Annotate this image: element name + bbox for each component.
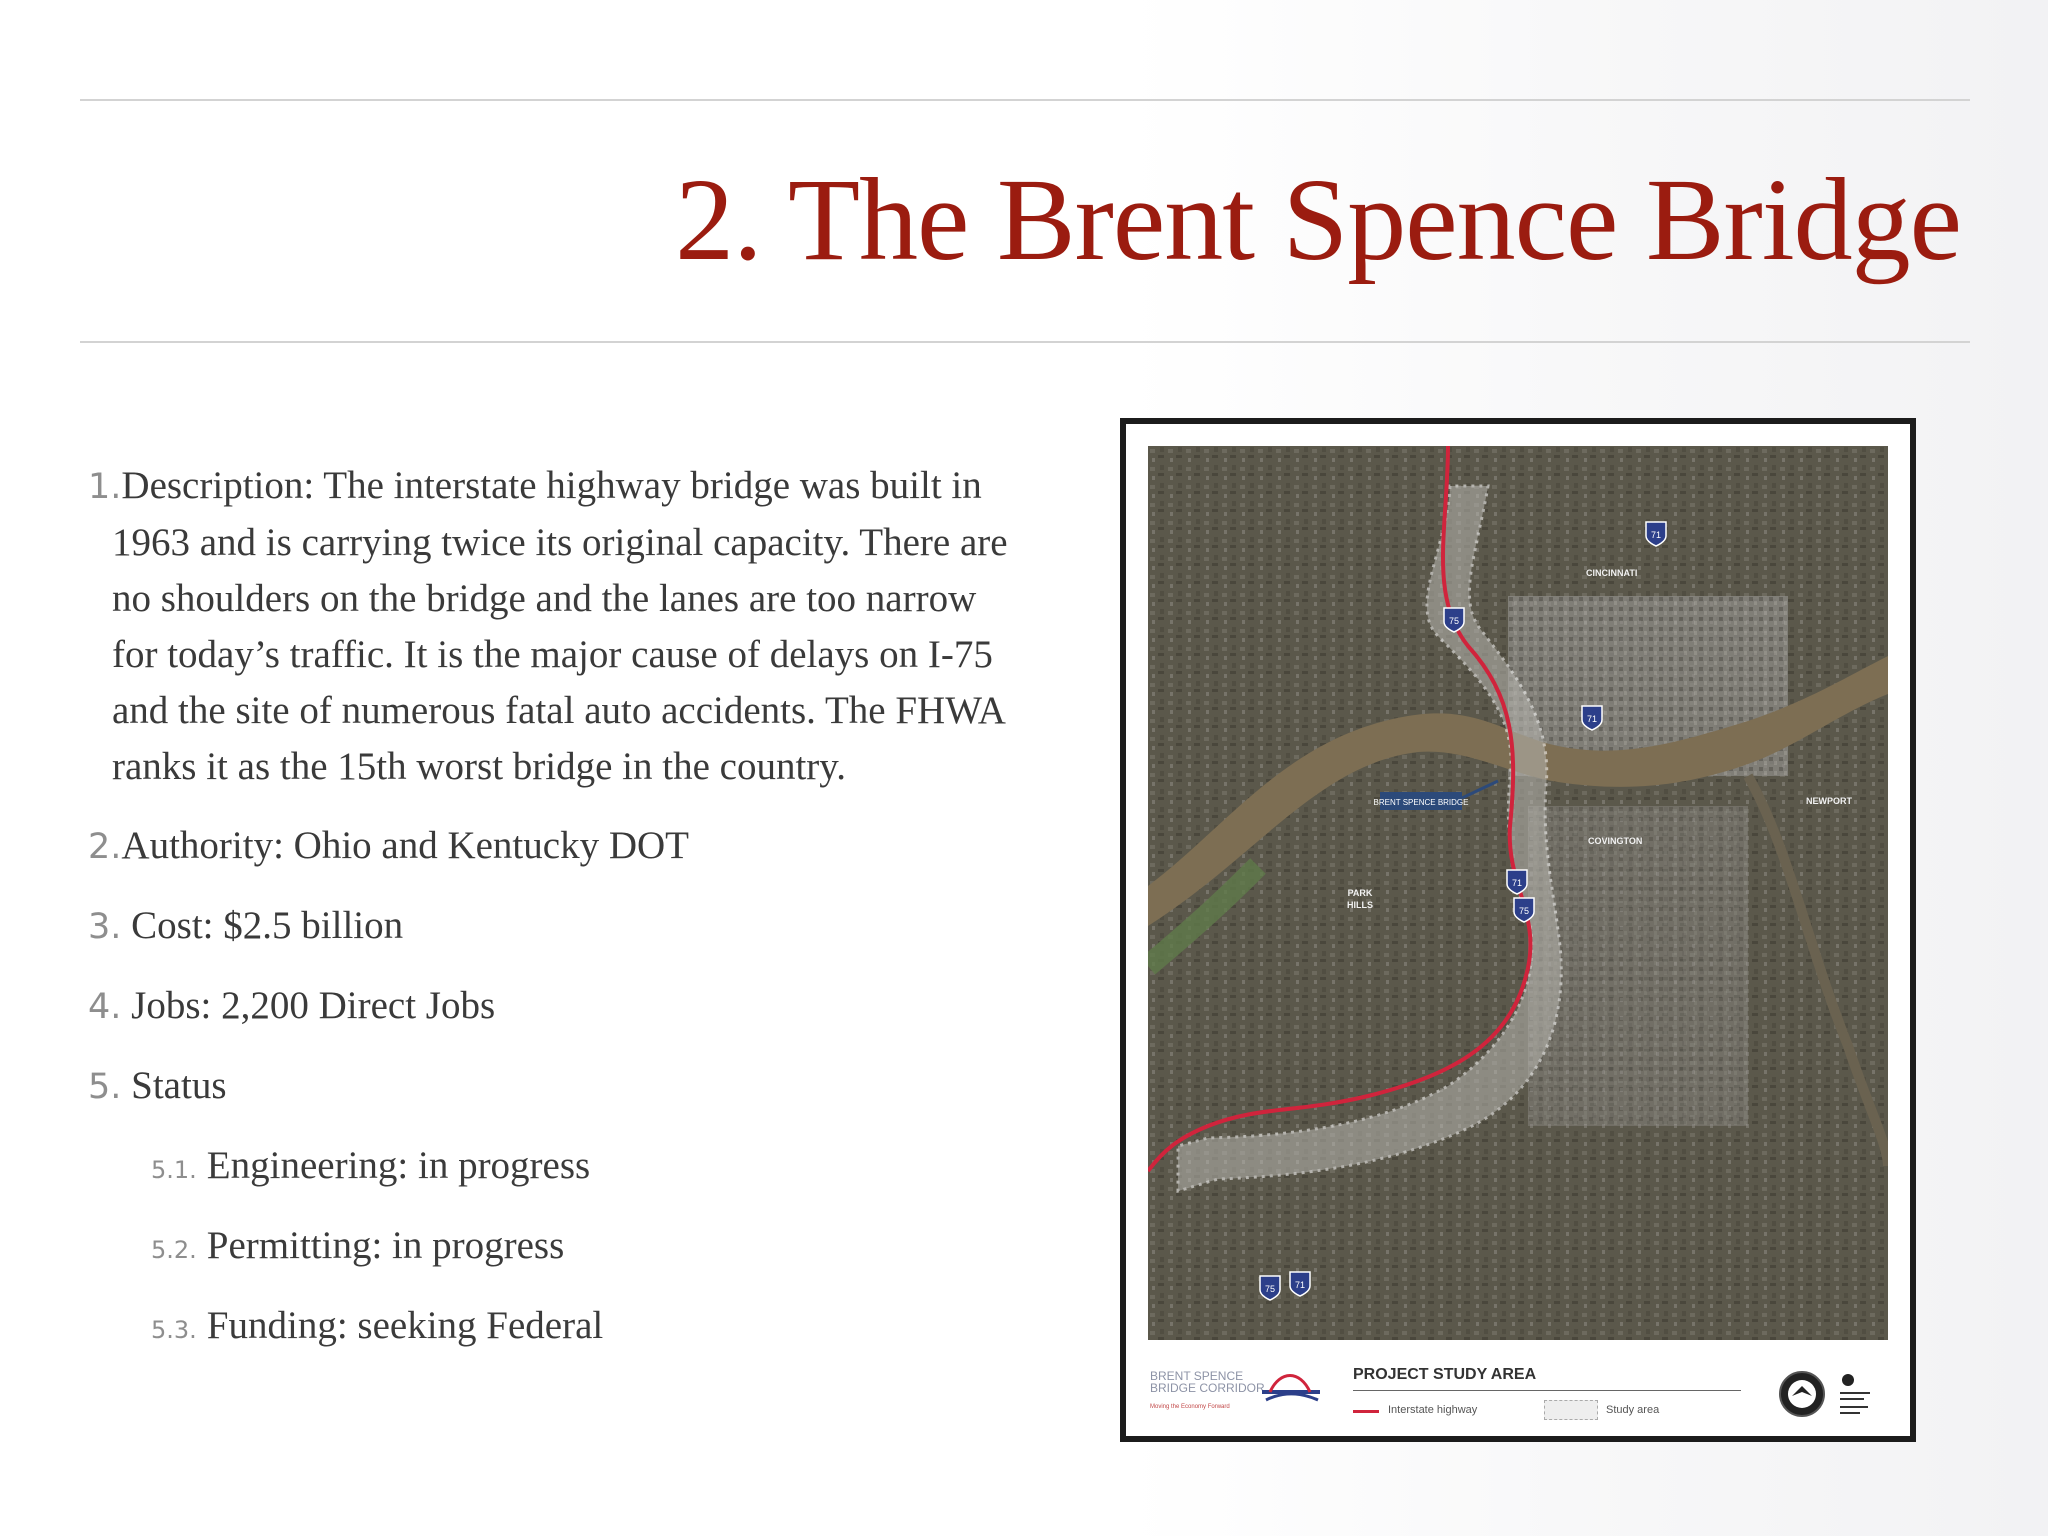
list-item-text: Description: The interstate highway bridge was built in 1963 and is carrying twice its original capacity. There are no shoulders on the bridge and the lanes are too narrow for today’s traffic. It is the major cause of delays on I-75 and the site of numerous fatal auto accidents. The FHWA ranks it as the 15th worst bridge in the country.	[112, 464, 1008, 788]
legend-title: PROJECT STUDY AREA	[1353, 1366, 1537, 1383]
list-number: 4.	[88, 987, 122, 1027]
list-number: 3.	[88, 907, 122, 947]
sub-number: 5.2.	[151, 1236, 197, 1264]
i71-shield-icon	[1646, 522, 1666, 546]
sub-item-funding	[88, 1298, 1008, 1378]
list-item-text: Authority: Ohio and Kentucky DOT	[121, 824, 689, 867]
svg-text:75: 75	[1448, 616, 1460, 626]
i75-shield-icon	[1444, 608, 1464, 632]
study-area-swatch	[1544, 1400, 1598, 1420]
interstate-swatch	[1353, 1410, 1379, 1413]
project-map-figure	[1120, 418, 1916, 1442]
bridge-label: BRENT SPENCE BRIDGE	[1373, 798, 1469, 807]
i71-shield-icon	[1507, 870, 1527, 894]
list-number: 1.	[88, 467, 122, 507]
list-item-cost	[88, 898, 1008, 978]
covington-label: COVINGTON	[1588, 836, 1643, 846]
svg-text:71: 71	[1294, 1280, 1306, 1290]
i71-shield-icon	[1582, 706, 1602, 730]
sub-number: 5.1.	[151, 1156, 197, 1184]
sub-item-text: Engineering: in progress	[206, 1144, 591, 1187]
hills-label: HILLS	[1347, 900, 1373, 910]
legend-divider	[1353, 1390, 1741, 1391]
sub-item-permitting	[88, 1218, 1008, 1298]
legend-interstate: Interstate highway	[1388, 1404, 1478, 1416]
list-item-text: Jobs: 2,200 Direct Jobs	[121, 984, 496, 1027]
sub-number: 5.3.	[151, 1316, 197, 1344]
dot-logo-icon	[1838, 1372, 1878, 1418]
svg-text:71: 71	[1586, 714, 1598, 724]
svg-text:71: 71	[1511, 878, 1523, 888]
sub-item-engineering	[88, 1138, 1008, 1218]
list-item-authority	[88, 818, 1008, 898]
svg-text:75: 75	[1518, 906, 1530, 916]
corridor-logo-text	[1150, 1370, 1265, 1394]
sub-item-text: Funding: seeking Federal	[206, 1304, 604, 1347]
legend-study-area: Study area	[1606, 1404, 1660, 1416]
list-item-text: Cost: $2.5 billion	[121, 904, 404, 947]
title-divider	[80, 341, 1970, 343]
i75-shield-icon	[1514, 898, 1534, 922]
sub-item-text: Permitting: in progress	[206, 1224, 565, 1267]
list-item-jobs	[88, 978, 1008, 1058]
list-number: 2.	[88, 827, 122, 867]
logo-line-2: BRIDGE CORRIDOR	[1150, 1381, 1265, 1395]
svg-text:71: 71	[1650, 530, 1662, 540]
svg-text:75: 75	[1264, 1284, 1276, 1294]
newport-label: NEWPORT	[1806, 796, 1852, 806]
top-divider	[80, 99, 1970, 101]
logo-line-1: BRENT SPENCE	[1150, 1369, 1244, 1383]
i71-shield-icon	[1290, 1272, 1310, 1296]
cincinnati-label: CINCINNATI	[1586, 568, 1638, 578]
park-label: PARK	[1347, 888, 1373, 898]
list-item-description	[88, 458, 1008, 795]
map-legend	[1148, 1348, 1888, 1436]
bullet-list	[88, 458, 1008, 1378]
logo-tagline: Moving the Economy Forward	[1150, 1404, 1230, 1410]
page-title: 2. The Brent Spence Bridge	[675, 154, 1961, 285]
aerial-map	[1148, 446, 1888, 1340]
bridge-logo-icon	[1260, 1362, 1322, 1404]
i75-shield-icon	[1260, 1276, 1280, 1300]
list-item-text: Status	[121, 1064, 227, 1107]
dot-seal-icon	[1778, 1370, 1826, 1418]
list-item-status	[88, 1058, 1008, 1138]
list-number: 5.	[88, 1067, 122, 1107]
